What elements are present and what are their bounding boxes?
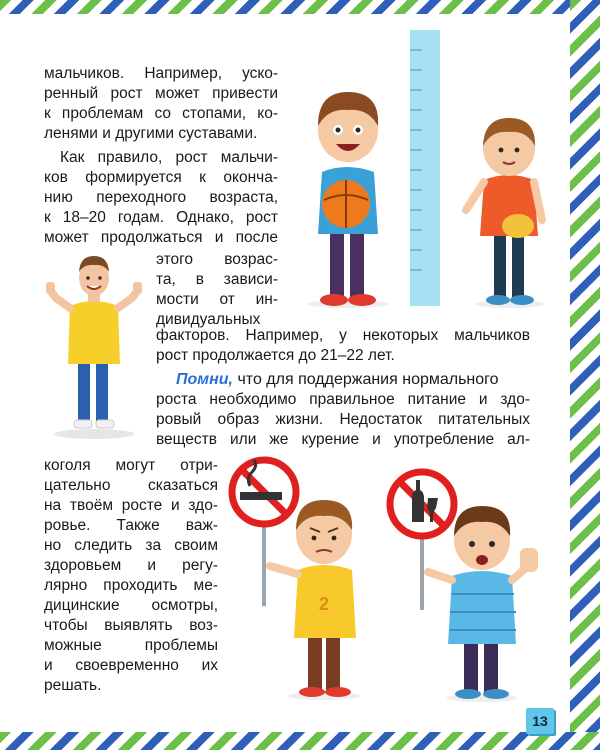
- text-line: цательно сказаться: [44, 477, 218, 494]
- text-line: можные проблемы: [44, 637, 218, 654]
- cigarette-icon: [240, 492, 282, 500]
- text-line: ровье. Также важ-: [44, 517, 218, 534]
- text-line: мальчиков. Например, ускo-: [44, 65, 278, 82]
- text-line: но следить за своим: [44, 537, 218, 554]
- text-line: дивидуальных: [156, 311, 261, 328]
- decorative-stripe-top: [0, 0, 600, 14]
- text-line: чтобы выявлять воз-: [44, 617, 218, 634]
- text-line: этого возрас-: [156, 251, 278, 268]
- man-thumbs-up-illustration: [42, 248, 146, 440]
- text-line: ленями и другими суставами.: [44, 125, 258, 142]
- decorative-stripe-bottom: [0, 732, 600, 750]
- boy-no-smoking-illustration: [228, 456, 378, 702]
- page-number: 13: [526, 708, 554, 734]
- boys-height-illustration: [298, 30, 548, 310]
- text-line: может продолжаться и после: [44, 229, 278, 246]
- text-line: ренный рост может привести: [44, 85, 278, 102]
- text-line: Как правило, рост мальчи-: [60, 149, 278, 166]
- text-line: ков формируется к оконча-: [44, 169, 278, 186]
- text-line: здоровьем и регу-: [44, 557, 218, 574]
- text-line: факторов. Например, у некоторых мальчиков: [156, 327, 530, 344]
- text-line: дицинские осмотры,: [44, 597, 218, 614]
- remember-paragraph-first-line: [176, 370, 499, 390]
- text-line: на твоём росте и здо-: [44, 497, 218, 514]
- text-line: веществ или же курение и употребление ал-: [156, 431, 530, 448]
- text-line: ровый образ жизни. Недостаток питательных: [156, 411, 530, 428]
- shirt-number: 2: [318, 594, 330, 614]
- text-line: к проблемам со стопами, ко-: [44, 105, 278, 122]
- text-line: мости от ин-: [156, 291, 278, 308]
- text-line: решать.: [44, 677, 102, 694]
- text-line: та, в зависи-: [156, 271, 278, 288]
- text-line: роста необходимо правильное питание и здо-: [156, 391, 530, 408]
- decorative-stripe-right: [570, 0, 600, 750]
- text-line: к 18–20 годам. Однако, рост: [44, 209, 278, 226]
- text-line: рост продолжается до 21–22 лет.: [156, 347, 395, 364]
- text-line: коголя могут отри-: [44, 457, 218, 474]
- text-line: нию переходного возраста,: [44, 189, 278, 206]
- text-line: что для поддержания нормального: [237, 371, 499, 388]
- text-line: лярно проходить ме-: [44, 577, 218, 594]
- remember-word: Помни,: [176, 371, 233, 388]
- text-line: и своевременно их: [44, 657, 218, 674]
- boy-no-alcohol-illustration: [386, 468, 542, 704]
